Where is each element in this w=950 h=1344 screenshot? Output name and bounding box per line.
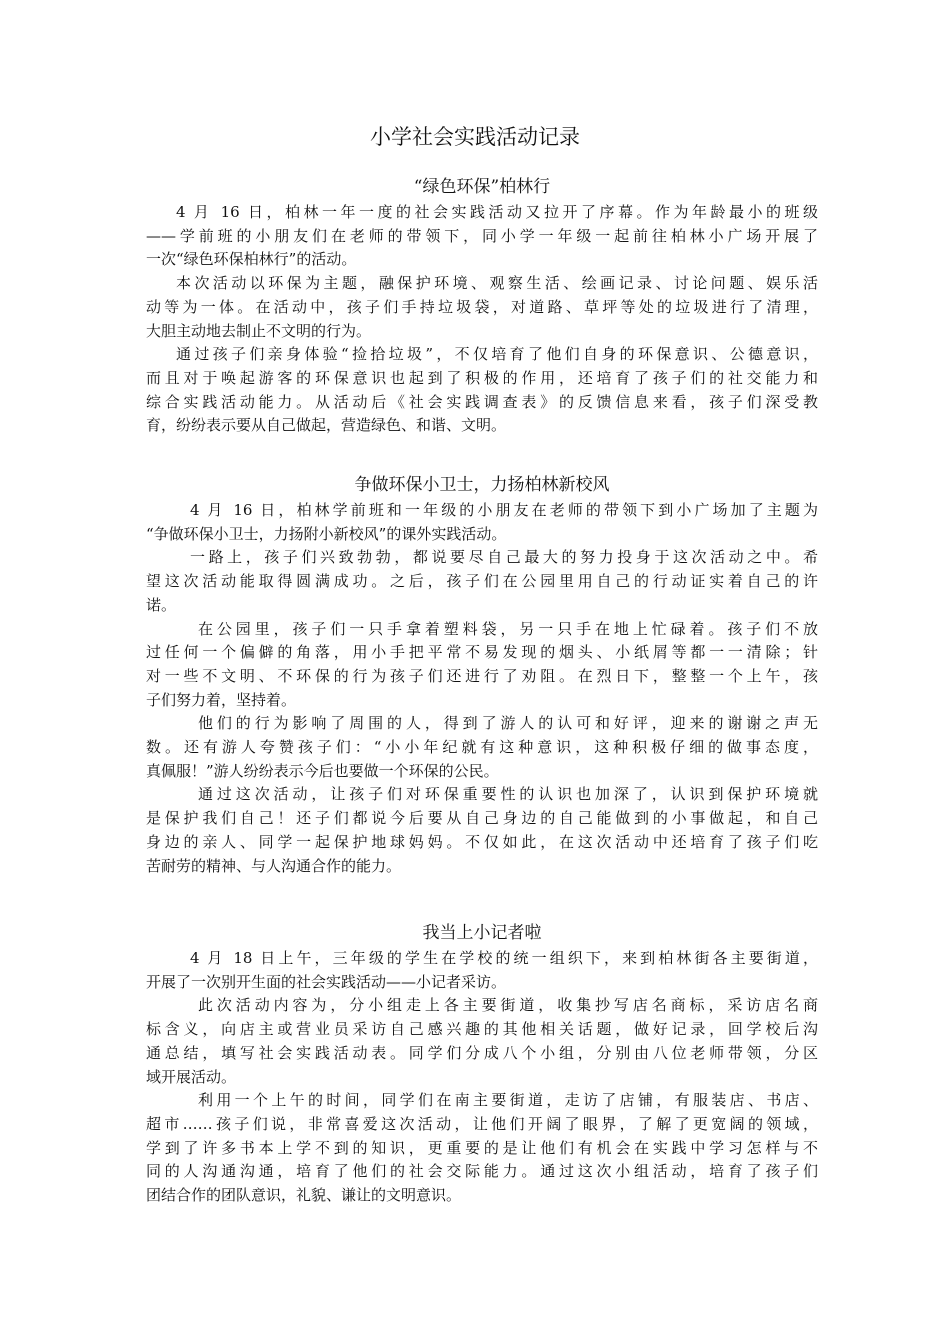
paragraph — [146, 546, 818, 617]
paragraph — [146, 994, 818, 1089]
text-line: 4 月 16 日，柏林学前班和一年级的小朋友在老师的带领下到小广场加了主题为 — [190, 501, 818, 519]
paragraph — [146, 343, 818, 438]
text-line: 是保护我们自己！还子们都说今后要从自己身边的自己能做到的小事做起，和自己 — [146, 809, 818, 828]
text-line: 利用一个上午的时间，同学们在南主要街道，走访了店铺，有服装店、书店、 — [198, 1091, 818, 1110]
paragraph — [146, 272, 818, 343]
text-line: 一次“绿色环保柏林行”的活动。 — [146, 250, 357, 269]
text-line: 身边的亲人、同学一起保护地球妈妈。不仅如此，在这次活动中还培育了孩子们吃 — [146, 832, 818, 851]
text-line: 开展了一次别开生面的社会实践活动——小记者采访。 — [146, 972, 507, 991]
text-line: 而且对于唤起游客的环保意识也起到了积极的作用，还培育了孩子们的社交能力和 — [146, 368, 818, 387]
paragraph — [146, 499, 818, 546]
paragraph — [146, 783, 818, 878]
text-line: 动等为一体。在活动中，孩子们手持垃圾袋，对道路、草坪等处的垃圾进行了清理， — [146, 297, 818, 316]
text-line: 数。还有游人夸赞孩子们：“小小年纪就有这种意识，这种积极仔细的做事态度， — [146, 738, 818, 757]
text-line: 通总结，填写社会实践活动表。同学们分成八个小组，分别由八位老师带领，分区 — [146, 1043, 818, 1062]
text-line: 大胆主动地去制止不文明的行为。 — [146, 321, 372, 340]
text-line: 苦耐劳的精神、与人沟通合作的能力。 — [146, 856, 402, 875]
section-heading: 争做环保小卫士，力扬柏林新校风 — [354, 475, 610, 495]
paragraph — [146, 201, 818, 272]
section-heading: 我当上小记者啦 — [422, 923, 542, 943]
text-line: 真佩服！”游人纷纷表示今后也要做一个环保的公民。 — [146, 761, 499, 780]
text-line: 学到了许多书本上学不到的知识，更重要的是让他们有机会在实践中学习怎样与不 — [146, 1138, 818, 1157]
section-heading: “绿色环保”柏林行 — [413, 177, 551, 197]
text-line: 过任何一个偏僻的角落，用小手把平常不易发现的烟头、小纸屑等都一一清除；针 — [146, 643, 818, 662]
text-line: 超市……孩子们说，非常喜爱这次活动，让他们开阔了眼界，了解了更宽阔的领域， — [146, 1114, 818, 1133]
text-line: 通过孩子们亲身体验“捡拾垃圾”，不仅培育了他们自身的环保意识、公德意识， — [176, 345, 818, 364]
text-line: 他们的行为影响了周围的人，得到了游人的认可和好评，迎来的谢谢之声无 — [198, 714, 818, 733]
text-line: 同的人沟通沟通，培育了他们的社会交际能力。通过这次小组活动，培育了孩子们 — [146, 1162, 818, 1181]
text-line: 此次活动内容为，分小组走上各主要街道，收集抄写店名商标，采访店名商 — [198, 996, 818, 1015]
text-line: ——学前班的小朋友们在老师的带领下，同小学一年级一起前往柏林小广场开展了 — [146, 226, 818, 245]
text-line: 4 月 18 日上午，三年级的学生在学校的统一组织下，来到柏林街各主要街道， — [190, 949, 818, 967]
text-line: 在公园里，孩子们一只手拿着塑料袋，另一只手在地上忙碌着。孩子们不放 — [198, 619, 818, 638]
text-line: 育，纷纷表示要从自己做起，营造绿色、和谐、文明。 — [146, 416, 507, 435]
text-line: 综合实践活动能力。从活动后《社会实践调查表》的反馈信息来看，孩子们深受教 — [146, 392, 818, 411]
text-line: 标含义，向店主或营业员采访自己感兴趣的其他相关话题，做好记录，回学校后沟 — [146, 1020, 818, 1039]
text-line: 团结合作的团队意识，礼貌、谦让的文明意识。 — [146, 1186, 462, 1205]
text-line: 通过这次活动，让孩子们对环保重要性的认识也加深了，认识到保护环境就 — [198, 785, 818, 804]
text-line: 对一些不文明、不环保的行为孩子们还进行了劝阻。在烈日下，整整一个上午，孩 — [146, 666, 818, 685]
text-line: 望这次活动能取得圆满成功。之后，孩子们在公园里用自己的行动证实着自己的许 — [146, 572, 818, 591]
section-green-environment — [146, 174, 818, 438]
paragraph — [146, 1089, 818, 1208]
text-line: “争做环保小卫士，力扬附小新校风”的课外实践活动。 — [146, 524, 507, 543]
text-line: 4 月 16 日，柏林一年一度的社会实践活动又拉开了序幕。作为年龄最小的班级 — [176, 203, 818, 221]
section-little-reporter — [146, 920, 818, 1208]
text-line: 域开展活动。 — [146, 1067, 237, 1086]
text-line: 子们努力着，坚持着。 — [146, 690, 297, 709]
text-line: 本次活动以环保为主题，融保护环境、观察生活、绘画记录、讨论问题、娱乐活 — [176, 274, 818, 293]
paragraph — [146, 712, 818, 783]
text-line: 一路上，孩子们兴致勃勃，都说要尽自己最大的努力投身于这次活动之中。希 — [190, 548, 818, 567]
section-environmental-guardians — [146, 472, 818, 878]
paragraph — [146, 947, 818, 994]
document-title: 小学社会实践活动记录 — [370, 125, 580, 149]
text-line: 诺。 — [146, 595, 177, 614]
paragraph — [146, 618, 818, 713]
